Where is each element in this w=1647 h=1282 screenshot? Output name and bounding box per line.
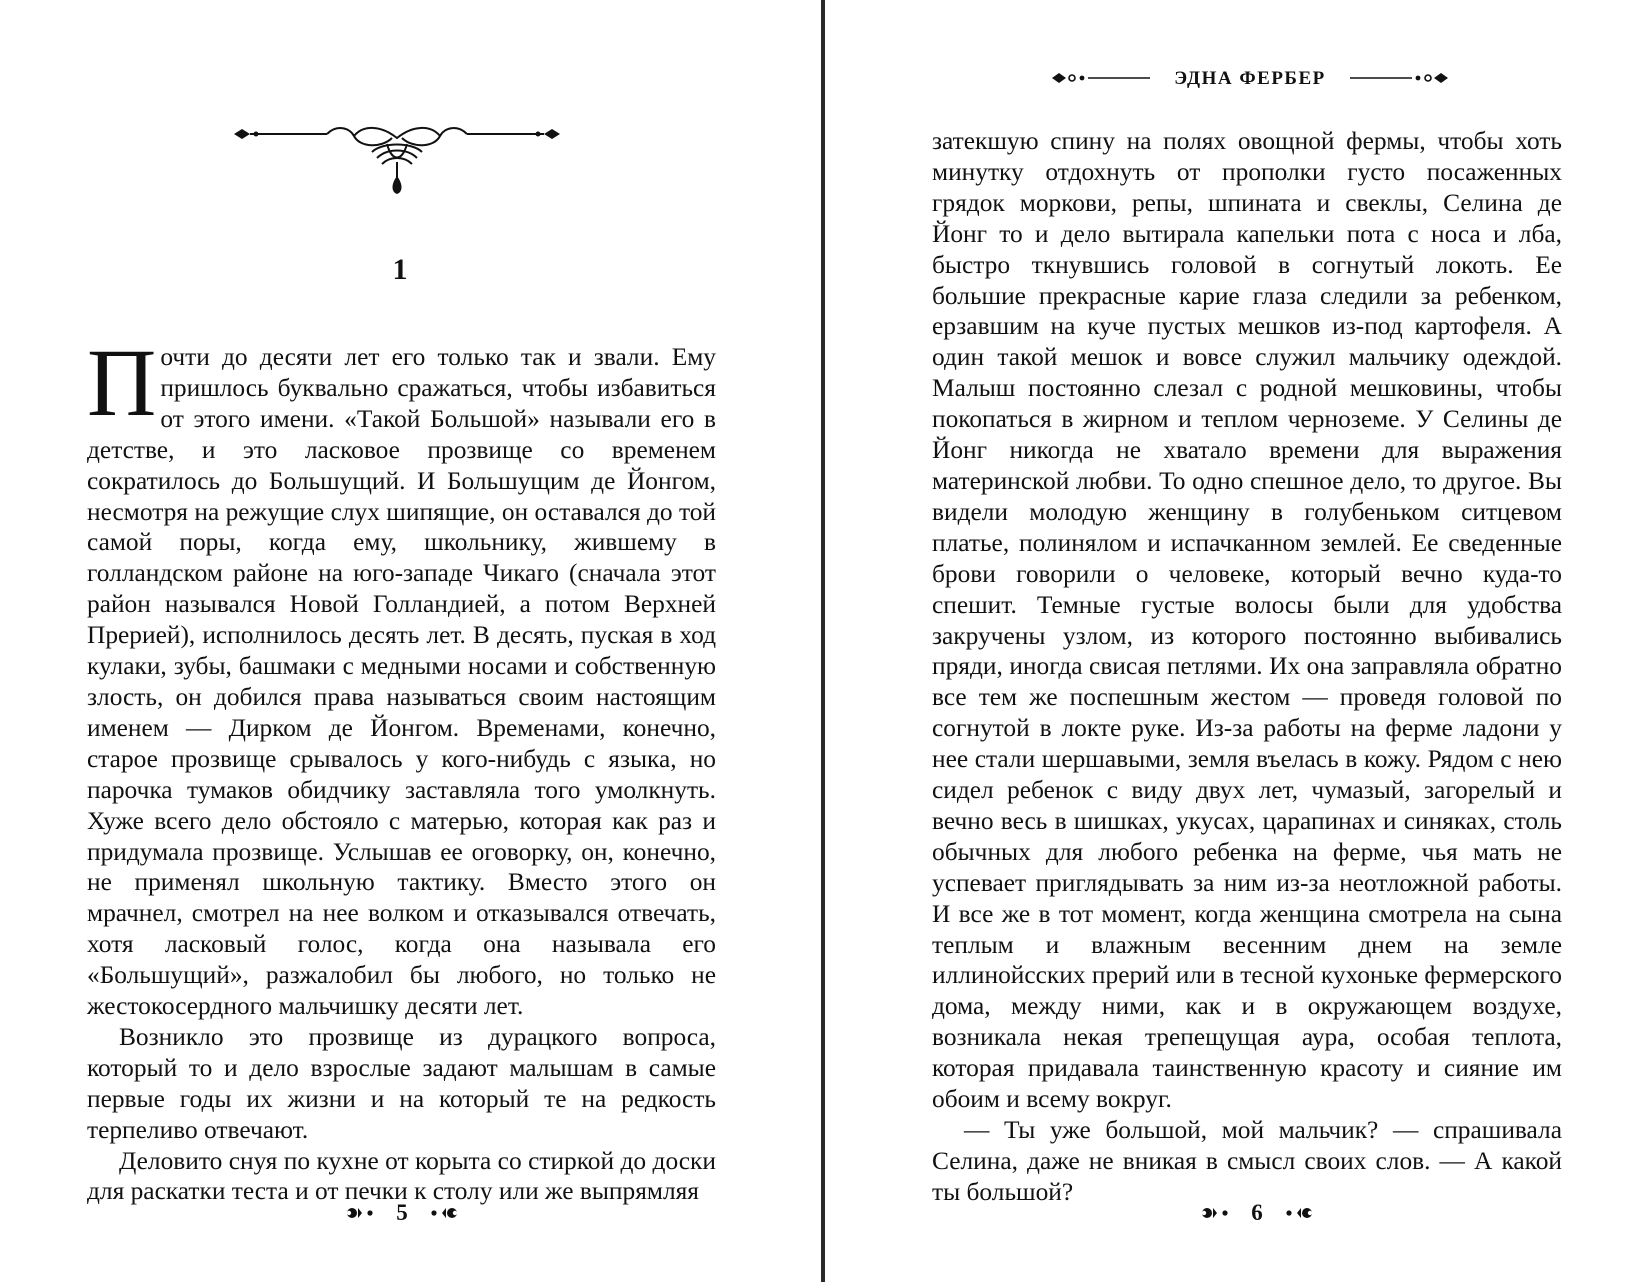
left-page (0, 0, 821, 1282)
paragraph (87, 329, 716, 1022)
page-number: 6 (1251, 1200, 1263, 1225)
paragraph: — Ты уже большой, мой мальчик? — спрашивала Селина, даже не вникая в смысл своих слов. — А какой ты большой? (932, 1116, 1562, 1206)
paragraph-text: очти до десяти лет его только так и звали. Ему пришлось буквально сражаться, чтобы избавиться от этого имени. «Такой Большой» называли его в детстве, и это ласковое прозвище со временем сократилось до Большущий. И Большущим де Йонгом, несмотря на режущие слух шипящие, он оставался до той самой поры, когда ему, школьнику, жившему в голландском районе на юго-западе Чикаго (сначала этот район назывался Новой Голландией, а потом Верхней Прерией), исполнилось десять лет. В десять, пуская в ход кулаки, зубы, башмаки с медными носами и собственную злость, он добился права называться своим настоящим именем — Дирком де Йонгом. Временами, конечно, старое прозвище срывалось у кого-нибудь с языка, но парочка тумаков обидчику заставляла того умолкнуть. Хуже всего дело обстояло с матерью, которая как раз и придумала прозвище. Услышав ее оговорку, он, конечно, не применял школьную тактику. Вместо этого он мрачнел, смотрел на нее волком и отказывался отвечать, хотя ласковый голос, когда она называла его «Большущий», разжалобил бы любого, но только не жестокосердного мальчишку десяти лет. (87, 343, 716, 1021)
running-head-title: ЭДНА ФЕРБЕР (1174, 68, 1326, 89)
drop-cap: П (87, 329, 157, 436)
page-number-left (322, 1196, 482, 1230)
paragraph: Возникло это прозвище из дурацкого вопроса, который то и дело взрослые задают малышам в самые первые годы их жизни и на который те на редкость терпеливо отвечают. (87, 1022, 716, 1144)
chapter-number: 1 (392, 253, 408, 286)
right-page (825, 0, 1647, 1282)
page-number: 5 (396, 1200, 408, 1225)
chapter-ornament-icon (232, 122, 562, 204)
paragraph: затекшую спину на полях овощной фермы, чтобы хоть минутку отдохнуть от прополки густо посаженных грядок моркови, репы, шпината и свеклы, Селина де Йонг то и дело вытирала капельки пота с носа и лба, быстро ткнувшись головой в согнутый локоть. Ее большие прекрасные карие глаза следили за ребенком, ерзавшим на куче пустых мешков из-под картофеля. А один такой мешок и вовсе служил мальчику одеждой. Малыш постоянно слезал с родной мешковины, чтобы покопаться в жирном и теплом черноземе. У Селины де Йонг никогда не хватало времени для выражения материнской любви. То одно спешное дело, то другое. Вы видели молодую женщину в голубеньком ситцевом платье, полинялом и испачканном землей. Ее сведенные брови говорили о человеке, который вечно куда-то спешит. Темные густые волосы были для удобства закручены узлом, из которого постоянно выбивались пряди, иногда свисая петлями. Их она заправляла обратно все тем же поспешным жестом — проведя головой по согнутой в локте руке. Из-за работы на ферме ладони у нее стали шершавыми, земля въелась в кожу. Рядом с нею сидел ребенок с виду двух лет, чумазый, загорелый и вечно весь в шишках, укусах, царапинах и синяках, столь обычных для любого ребенка на ферме, чья мать не успевает приглядывать за ним из-за неотложной работы. И все же в тот момент, когда женщина смотрела на сына теплым и влажным весенним днем на земле иллинойсских прерий или в тесной кухоньке фермерского дома, между ними, как и в окружающем воздухе, возникала некая трепещущая аура, особая теплота, которая придавала таинственную красоту и сияние им обоим и всему вокруг. (932, 127, 1562, 1114)
left-page-text (87, 329, 716, 1207)
running-head (1050, 62, 1450, 98)
right-page-text (932, 126, 1562, 1208)
page-number-right (1177, 1196, 1337, 1230)
paragraph: Деловито снуя по кухне от корыта со стиркой до доски для раскатки теста и от печки к столу или же выпрямляя (87, 1146, 716, 1206)
